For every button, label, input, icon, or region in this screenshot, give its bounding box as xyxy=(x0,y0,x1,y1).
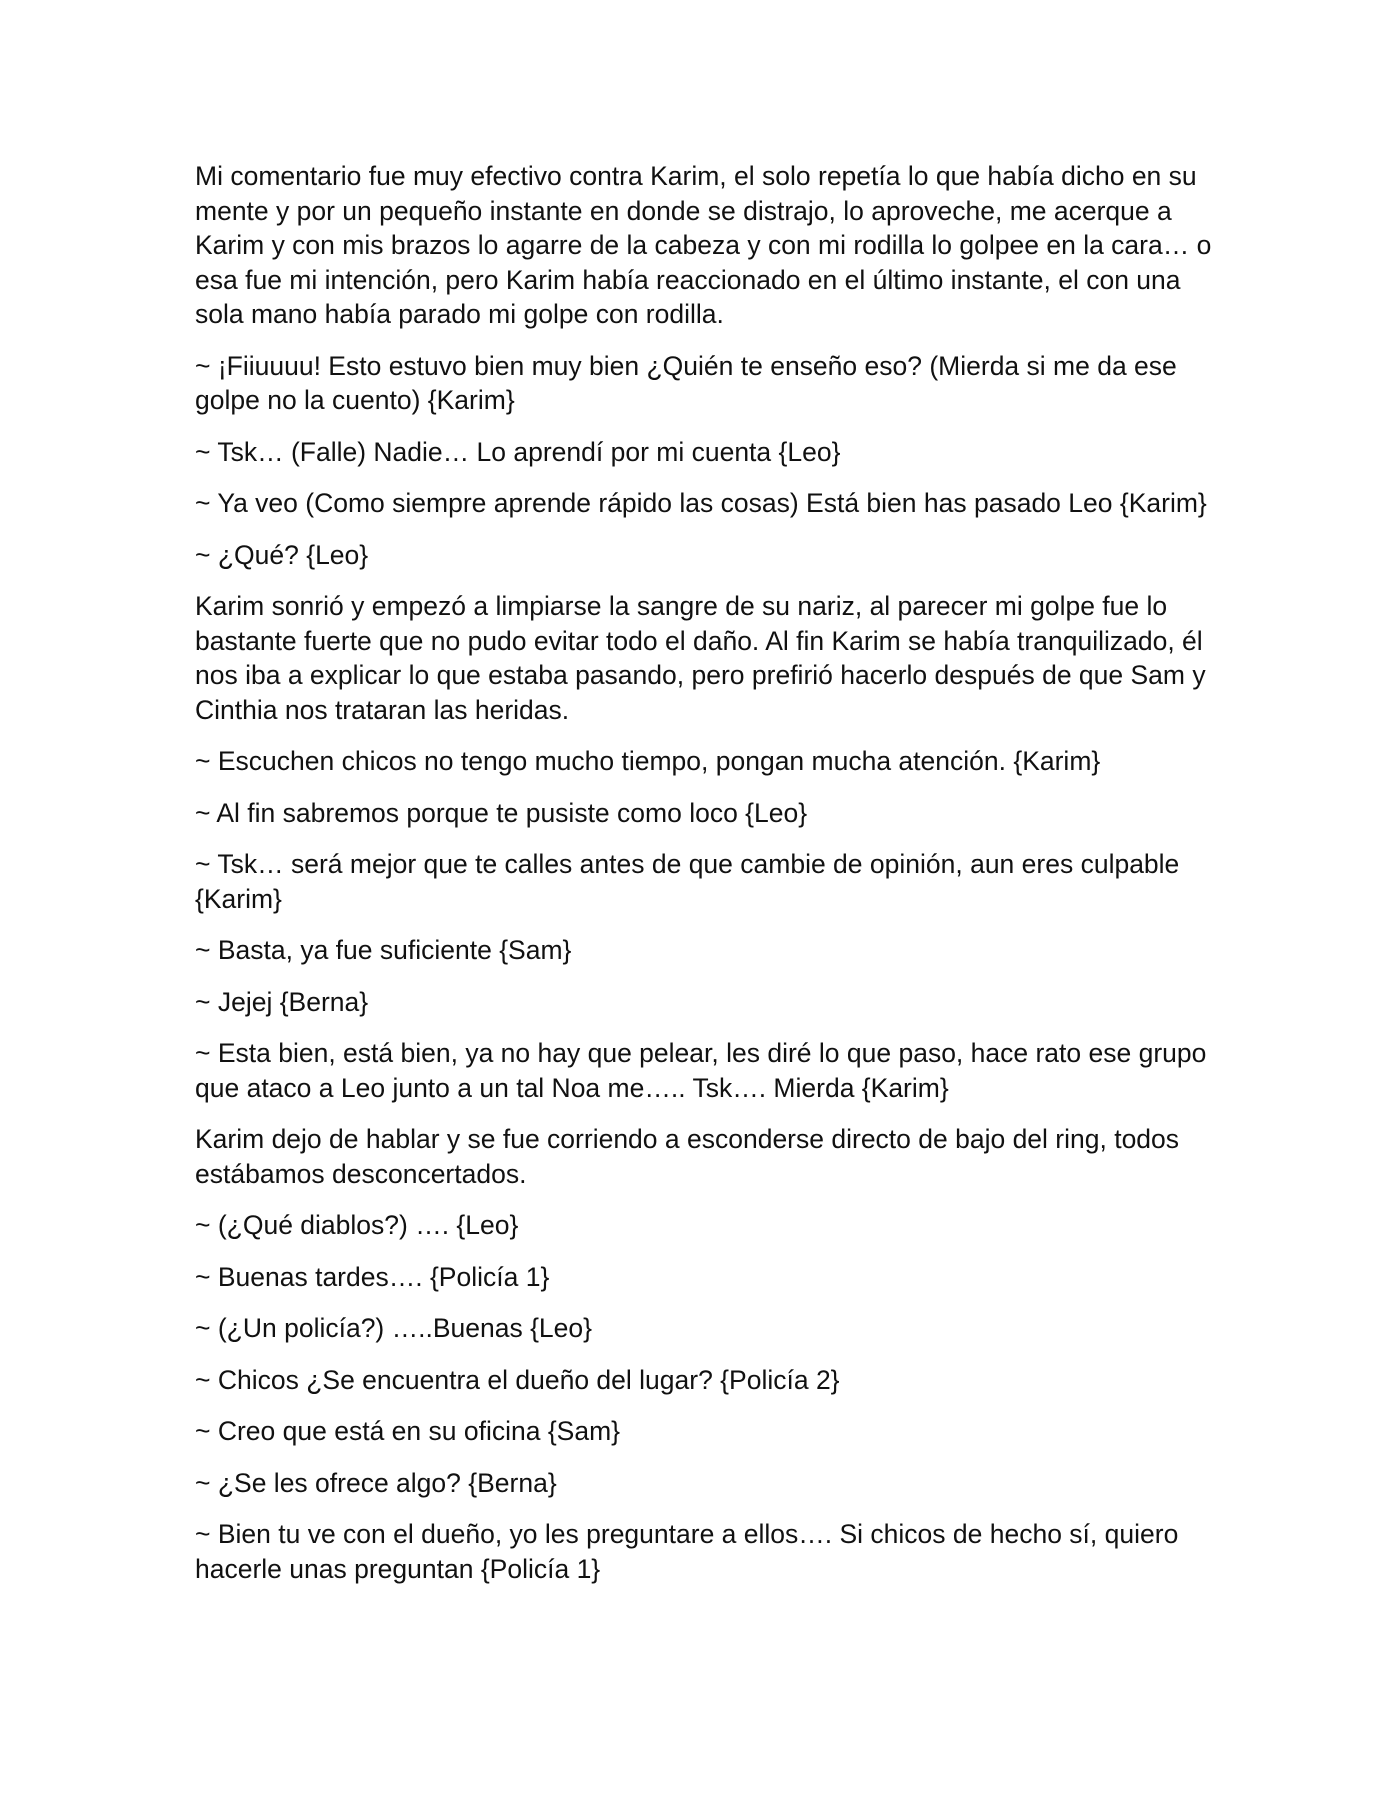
dialogue-line: ~ Bien tu ve con el dueño, yo les preguntare a ellos…. Si chicos de hecho sí, quiero hacerle unas preguntan {Policía 1} xyxy=(195,1519,1179,1584)
dialogue-line: ~ Basta, ya fue suficiente {Sam} xyxy=(195,935,572,965)
dialogue-line: ~ Tsk… (Falle) Nadie… Lo aprendí por mi cuenta {Leo} xyxy=(195,436,841,467)
dialogue-line: ~ Escuchen chicos no tengo mucho tiempo, pongan mucha atención. {Karim} xyxy=(195,746,1101,776)
dialogue-line: ~ Tsk… será mejor que te calles antes de que cambie de opinión, aun eres culpable {Karim} xyxy=(195,849,1180,914)
document-body xyxy=(195,159,1215,1603)
dialogue-line: ~ (¿Un policía?) …..Buenas {Leo} xyxy=(195,1313,592,1343)
dialogue-line: ~ (¿Qué diablos?) …. {Leo} xyxy=(195,1210,519,1240)
dialogue-line: ~ Al fin sabremos porque te pusiste como loco {Leo} xyxy=(195,797,808,828)
dialogue-line: ~ Esta bien, está bien, ya no hay que pelear, les diré lo que paso, hace rato ese grupo que ataco a Leo junto a un tal Noa me….. Tsk…. Mierda {Karim} xyxy=(195,1038,1207,1103)
dialogue-line: ~ ¿Se les ofrece algo? {Berna} xyxy=(195,1467,557,1498)
dialogue-line: ~ Chicos ¿Se encuentra el dueño del lugar? {Policía 2} xyxy=(195,1364,840,1395)
narrative-paragraph: Karim dejo de hablar y se fue corriendo a esconderse directo de bajo del ring, todos estábamos desconcertados. xyxy=(195,1124,1180,1189)
dialogue-line: ~ ¡Fiiuuuu! Esto estuvo bien muy bien ¿Quién te enseño eso? (Mierda si me da ese golpe no la cuento) {Karim} xyxy=(195,350,1177,415)
dialogue-line: ~ ¿Qué? {Leo} xyxy=(195,539,369,570)
narrative-paragraph: Karim sonrió y empezó a limpiarse la sangre de su nariz, al parecer mi golpe fue lo bastante fuerte que no pudo evitar todo el daño. Al fin Karim se había tranquilizado, él nos iba a explicar lo que estaba pasando, pero prefirió hacerlo después de que Sam y Cinthia nos trataran las heridas. xyxy=(195,591,1206,725)
narrative-paragraph: Mi comentario fue muy efectivo contra Karim, el solo repetía lo que había dicho en su mente y por un pequeño instante en donde se distrajo, lo aproveche, me acerque a Karim y con mis brazos lo agarre de la cabeza y con mi rodilla lo golpee en la cara… o esa fue mi intención, pero Karim había reaccionado en el último instante, el con una sola mano había parado mi golpe con rodilla. xyxy=(195,161,1212,329)
dialogue-line: ~ Creo que está en su oficina {Sam} xyxy=(195,1416,621,1446)
dialogue-line: ~ Jejej {Berna} xyxy=(195,986,369,1017)
dialogue-line: ~ Ya veo (Como siempre aprende rápido las cosas) Está bien has pasado Leo {Karim} xyxy=(195,488,1207,518)
dialogue-line: ~ Buenas tardes…. {Policía 1} xyxy=(195,1261,550,1292)
